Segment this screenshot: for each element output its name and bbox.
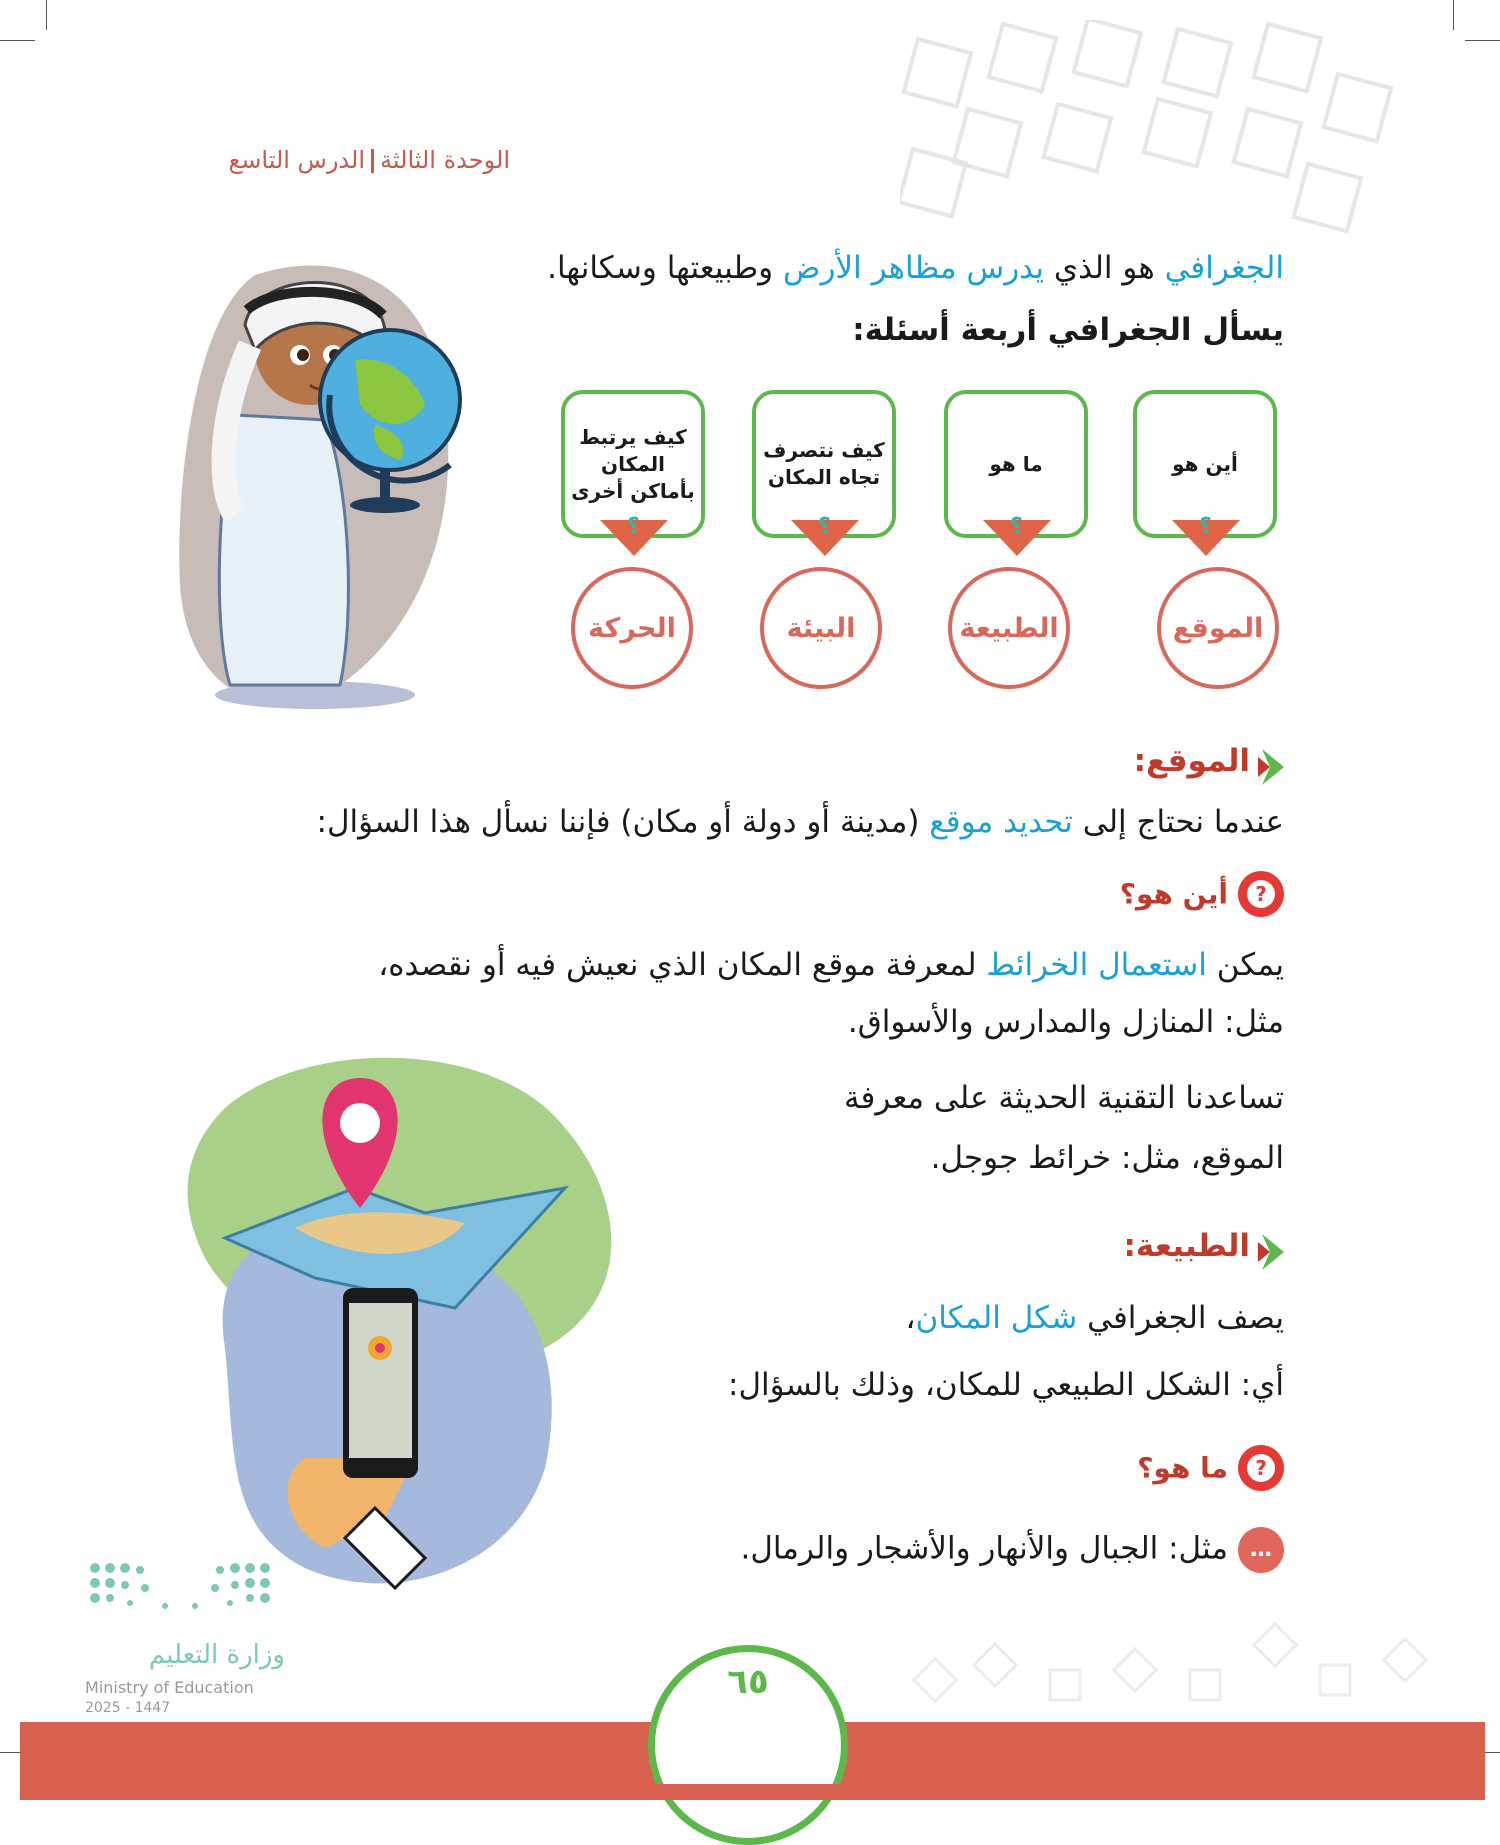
text-span: لمعرفة موقع المكان الذي نعيش فيه أو نقصده، (378, 947, 987, 983)
nature-question (1137, 1445, 1284, 1491)
section-title: الطبيعة: (1123, 1228, 1250, 1264)
nature-paragraph-1 (906, 1298, 1284, 1340)
location-paragraph-3: مثل: المنازل والمدارس والأسواق. (847, 1004, 1284, 1040)
topic-label: البيئة (786, 612, 856, 644)
topic-label: الطبيعة (959, 612, 1059, 644)
question-text: أين هو؟ (1119, 877, 1228, 911)
topic-circle-nature (948, 567, 1070, 689)
questions-title: يسأل الجغرافي أربعة أسئلة: (852, 312, 1284, 348)
question-mark-icon: ؟ (1010, 514, 1023, 539)
location-paragraph-4: تساعدنا التقنية الحديثة على معرفة (843, 1080, 1284, 1116)
ministry-logo-icon (85, 1558, 275, 1618)
text-span: (مدينة أو دولة أو مكان) فإننا نسأل هذا السؤال: (316, 804, 930, 840)
decorative-pattern (900, 1610, 1460, 1720)
intro-text: هو الذي (1044, 250, 1165, 286)
section-title: الموقع: (1133, 743, 1250, 779)
location-paragraph-1 (317, 802, 1284, 844)
crop-mark (1453, 0, 1454, 30)
chevron-right-icon (1258, 1234, 1284, 1270)
crop-mark (0, 1752, 20, 1753)
card-question-text: ما هو (989, 451, 1043, 476)
lesson-label: الدرس التاسع (228, 146, 366, 174)
intro-term: الجغرافي (1164, 250, 1284, 286)
topic-circle-movement (571, 567, 693, 689)
topic-label: الحركة (588, 612, 676, 644)
question-mark-icon: ؟ (818, 514, 831, 539)
question-mark-icon: ؟ (1199, 514, 1212, 539)
intro-paragraph (547, 248, 1284, 290)
highlight-span: تحديد موقع (929, 804, 1073, 840)
location-paragraph-2 (378, 945, 1284, 987)
question-text: ما هو؟ (1137, 1451, 1228, 1485)
nature-section-heading (1124, 1228, 1284, 1270)
intro-text-end: وطبيعتها وسكانها. (547, 250, 783, 286)
text-span: عندما نحتاج إلى (1072, 804, 1284, 840)
location-question (1120, 871, 1284, 917)
map-phone-illustration (165, 1048, 635, 1608)
intro-highlight: يدرس مظاهر الأرض (782, 250, 1045, 286)
card-question-text: أين هو (1172, 451, 1238, 476)
speech-bubble-icon: … (1238, 1527, 1284, 1573)
footer-bar-bottom (20, 1784, 1485, 1800)
decorative-pattern (900, 20, 1420, 240)
highlight-span: شكل المكان (915, 1300, 1078, 1336)
crop-mark (1465, 40, 1500, 41)
topic-circle-location (1157, 567, 1279, 689)
location-section-heading (1134, 743, 1284, 785)
page-number: ٦٥ (727, 1662, 769, 1702)
ministry-name-en: Ministry of Education (85, 1678, 254, 1697)
text-span: يمكن (1206, 947, 1284, 983)
crop-mark (0, 40, 35, 41)
crop-mark (46, 0, 47, 30)
nature-example (740, 1527, 1284, 1573)
question-badge-icon: ? (1238, 871, 1284, 917)
topic-circle-environment (760, 567, 882, 689)
example-text: مثل: الجبال والأنهار والأشجار والرمال. (740, 1530, 1228, 1567)
card-question-text: كيف يرتبط المكان بأماكن أخرى (571, 424, 695, 503)
text-span: ، (905, 1300, 916, 1336)
chevron-right-icon (1258, 749, 1284, 785)
text-span: يصف الجغرافي (1077, 1300, 1284, 1336)
nature-paragraph-2: أي: الشكل الطبيعي للمكان، وذلك بالسؤال: (728, 1367, 1284, 1403)
edition-year: 2025 - 1447 (85, 1700, 171, 1716)
topic-label: الموقع (1172, 612, 1264, 644)
question-mark-icon: ؟ (627, 514, 640, 539)
lesson-header (160, 146, 510, 174)
header-separator (371, 149, 374, 173)
boy-with-globe-illustration (175, 255, 475, 715)
highlight-span: استعمال الخرائط (986, 947, 1207, 983)
card-question-text: كيف نتصرف تجاه المكان (763, 438, 885, 489)
location-paragraph-5: الموقع، مثل: خرائط جوجل. (930, 1140, 1284, 1176)
question-badge-icon: ? (1238, 1445, 1284, 1491)
ministry-name-ar: وزارة التعليم (148, 1640, 285, 1670)
unit-label: الوحدة الثالثة (380, 146, 510, 174)
